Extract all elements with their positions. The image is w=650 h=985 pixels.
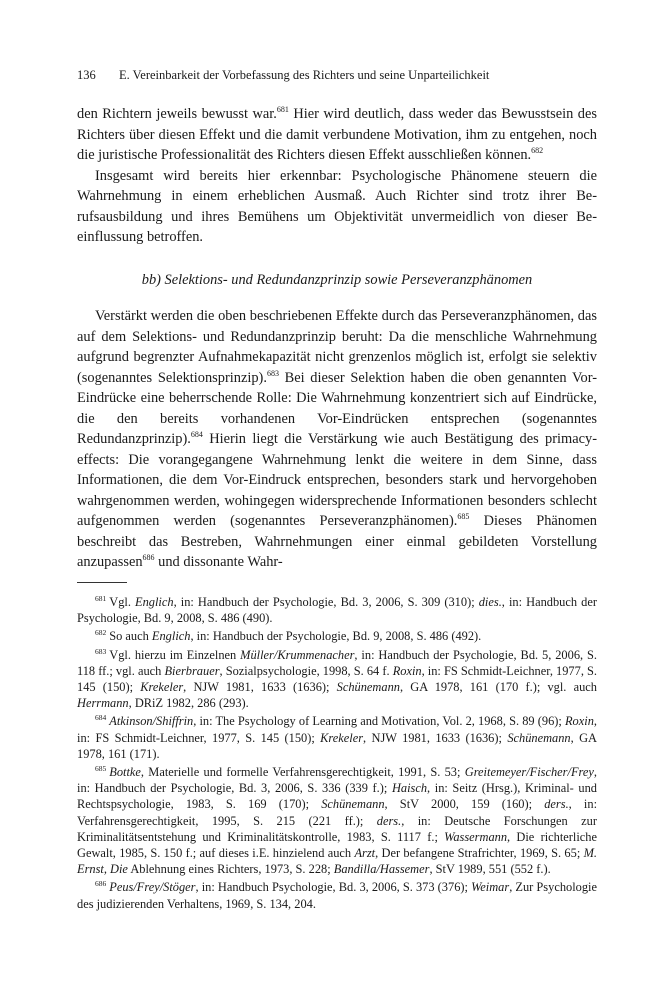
citation-author: Krekeler bbox=[140, 680, 184, 695]
text-run: Hierin liegt die Verstärkung wie auch Bestätigung des primacy-effects: Die vorangegangene Wahrnehmung lenkt die weitere in dem Sinne, dass Informationen, die dem Vor-Eindruck entsprechen, besonders stark und hervorgehoben wahrgenommen werden, wohingegen widersprechende Informationen besonders schlecht aufgenommen werden (sogenanntes Perseveranzphänomen). bbox=[77, 431, 597, 529]
citation-author: Weimar bbox=[471, 880, 510, 895]
citation-author: Englich bbox=[151, 629, 191, 644]
footnote-681 bbox=[77, 594, 597, 626]
citation-text: , in: FS Schmidt-Leichner, 1977, S. 145 (150); bbox=[77, 714, 597, 745]
footnote-ref-684[interactable]: 684 bbox=[190, 430, 203, 439]
text-run: Bei dieser Selektion haben die oben genannten Vor-Eindrücke eine beherrschende Rolle: Die Wahrnehmung konzentriert sich auf Eindrücke, die den bereits vorhandenen Vor-Eindrücken entsprechen (sogenanntes Redundanzprinzip). bbox=[77, 369, 597, 447]
footnote-ref-681[interactable]: 681 bbox=[276, 105, 289, 114]
citation-author: M. Ernst, Die bbox=[77, 846, 598, 877]
citation-text: Ablehnung eines Richters, 1973, S. 228; bbox=[127, 862, 334, 877]
text-run: Verstärkt werden die oben beschriebenen Effekte durch das Perseveranzphänomen, das auf dem Selektions- und Redundanzprinzip beruht: Da die menschliche Wahrnehmung aufgrund begrenzter Aufnahmekapazität nicht grenzenlos möglich ist, erfolgt sie selektiv (sogenanntes Selektionsprinzip). bbox=[77, 308, 597, 386]
citation-text: So auch bbox=[109, 629, 152, 644]
footnote-684 bbox=[77, 713, 597, 762]
paragraph-2: Insgesamt wird bereits hier erkennbar: Psychologische Phänomene steuern die Wahrnehmung in einem erheblichen Ausmaß. Auch Richter sind trotz ihrer Berufsausbildung und ihres Bemühens um Objektivität unvermeidlich von dieser Beeinflussung betroffen. bbox=[77, 167, 597, 245]
citation-text: Vgl. bbox=[109, 595, 136, 609]
citation-author: Atkinson/Shiffrin bbox=[109, 714, 194, 729]
citation-text: , in: Handbuch Psychologie, Bd. 3, 2006, S. 373 (376); bbox=[195, 880, 472, 895]
citation-author: Greitemeyer/Fischer/Frey bbox=[464, 765, 594, 780]
citation-author: dies. bbox=[478, 595, 502, 609]
citation-author: Herrmann bbox=[77, 696, 129, 711]
footnote-686 bbox=[77, 879, 597, 911]
footnote-682 bbox=[77, 628, 597, 644]
citation-text: , in: The Psychology of Learning and Motivation, Vol. 2, 1968, S. 89 (96); bbox=[193, 714, 565, 729]
citation-text: , in: Handbuch der Psychologie, Bd. 5, 2006, S. 118 ff.; vgl. auch bbox=[77, 647, 598, 678]
citation-text: , GA 1978, 161 (170 f.); vgl. auch bbox=[399, 680, 597, 695]
citation-text: , in: Verfahrensgerechtigkeit, 1995, S. 215 (221 ff.); bbox=[77, 797, 598, 828]
citation-author: Schünemann bbox=[336, 680, 400, 695]
citation-text: , in: Handbuch der Psychologie, Bd. 9, 2008, S. 486 (492). bbox=[190, 629, 482, 644]
citation-text: , NJW 1981, 1633 (1636); bbox=[363, 730, 508, 745]
citation-author: ders. bbox=[544, 797, 569, 812]
citation-author: Roxin bbox=[564, 714, 594, 729]
footnote-683 bbox=[77, 647, 597, 712]
citation-text: , DRiZ 1982, 286 (293). bbox=[128, 696, 249, 711]
citation-author: Englich bbox=[135, 595, 174, 609]
citation-author: Peus/Frey/Stöger bbox=[109, 880, 196, 895]
citation-text: , StV 2000, 159 (160); bbox=[384, 797, 545, 812]
citation-text: , in: Handbuch der Psychologie, Bd. 9, 2008, S. 486 (490). bbox=[77, 595, 597, 626]
running-header bbox=[77, 68, 597, 83]
citation-author: Arzt bbox=[354, 846, 376, 861]
footnote-685 bbox=[77, 764, 597, 877]
footnote-number: 683 bbox=[95, 646, 107, 656]
footnote-ref-686[interactable]: 686 bbox=[142, 553, 155, 562]
citation-text: Vgl. hierzu im Einzelnen bbox=[109, 647, 241, 662]
citation-text: , Der befangene Strafrichter, 1969, S. 65; bbox=[375, 846, 584, 861]
footnote-ref-682[interactable]: 682 bbox=[531, 146, 544, 155]
page-number: 136 bbox=[77, 68, 96, 82]
citation-text: , Sozialpsychologie, 1998, S. 64 f. bbox=[219, 663, 393, 678]
citation-text: , Zur Psychologie des judizierenden Verhaltens, 1969, S. 134, 204. bbox=[77, 880, 597, 911]
citation-text: , StV 1989, 551 (552 f.). bbox=[429, 862, 551, 877]
citation-text: , NJW 1981, 1633 (1636); bbox=[183, 680, 337, 695]
citation-text: , GA 1978, 161 (171). bbox=[77, 730, 597, 761]
citation-author: Bandilla/Hassemer bbox=[333, 862, 430, 877]
citation-author: Schünemann bbox=[507, 730, 571, 745]
text-run: Dieses Phänomen beschreibt das Bestreben, Wahrnehmungen einer einmal gebildeten Vorstellung anzupassen bbox=[77, 513, 597, 570]
citation-text: , in: Deutsche Forschungen zur Kriminalitätsentstehung und Kriminalitätskontrolle, 1983, S. 1117 f.; bbox=[77, 813, 597, 844]
footnote-separator bbox=[77, 582, 127, 583]
running-title: E. Vereinbarkeit der Vorbefassung des Richters und seine Unparteilichkeit bbox=[119, 68, 490, 82]
citation-text: , in: Handbuch der Psychologie, Bd. 3, 2006, S. 336 (339 f.); bbox=[77, 765, 597, 796]
citation-author: Haisch bbox=[391, 781, 428, 796]
text-run: und dissonante Wahr- bbox=[154, 554, 283, 570]
footnote-number: 681 bbox=[95, 594, 107, 603]
citation-author: Bottke bbox=[109, 765, 141, 780]
footnote-ref-683[interactable]: 683 bbox=[266, 368, 279, 378]
citation-text: , in: Seitz (Hrsg.), Kriminal- und Rechtspsychologie, 1983, S. 169 (170); bbox=[77, 781, 597, 812]
paragraph-1 bbox=[77, 104, 597, 166]
footnote-number: 682 bbox=[95, 628, 107, 638]
citation-author: Wassermann bbox=[444, 829, 508, 844]
text-run: den Richtern jeweils bewusst war. bbox=[77, 106, 277, 122]
footnote-number: 684 bbox=[95, 713, 107, 723]
citation-author: Müller/Krummenacher bbox=[240, 647, 355, 662]
citation-author: Roxin bbox=[392, 663, 422, 678]
citation-author: Bierbrauer bbox=[164, 663, 220, 678]
citation-author: ders. bbox=[376, 813, 402, 828]
citation-text: , in: FS Schmidt-Leichner, 1977, S. 145 (150); bbox=[77, 663, 598, 695]
footnotes bbox=[77, 594, 597, 914]
paragraph-3 bbox=[77, 306, 597, 573]
citation-text: , in: Handbuch der Psychologie, Bd. 3, 2006, S. 309 (310); bbox=[173, 595, 479, 609]
citation-author: Krekeler bbox=[320, 730, 364, 745]
citation-text: , Materielle und formelle Verfahrensgerechtigkeit, 1991, S. 53; bbox=[140, 765, 465, 780]
footnote-number: 685 bbox=[95, 764, 107, 774]
text-run: Hier wird deutlich, dass weder das Bewusstsein des Richters über diesen Effekt und die damit verbundene Motivation, ihm zu entgehen, noch die juristische Professionalität des Richters diesen Effekt ausschließen können. bbox=[77, 106, 597, 163]
citation-text: , Die richterliche Gewalt, 1985, S. 150 f.; auf dieses i.E. hinzielend auch bbox=[77, 829, 597, 861]
citation-author: Schünemann bbox=[321, 797, 385, 812]
footnote-ref-685[interactable]: 685 bbox=[457, 512, 470, 521]
main-text bbox=[77, 104, 597, 573]
section-subheading: bb) Selektions- und Redundanzprinzip sowie Perseveranzphänomen bbox=[141, 271, 533, 288]
footnote-number: 686 bbox=[95, 879, 107, 889]
